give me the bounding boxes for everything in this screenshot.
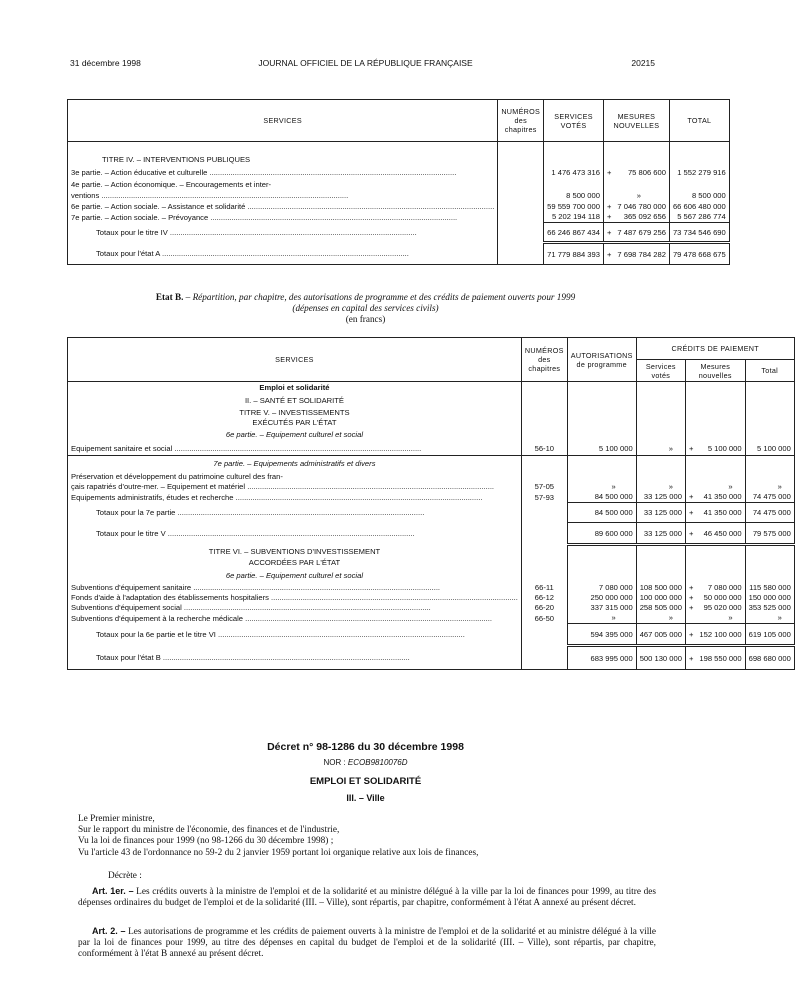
col-services: SERVICES	[68, 338, 522, 382]
col-votes: Services votés	[636, 360, 685, 382]
col-total: TOTAL	[669, 100, 729, 142]
table-etat-a: SERVICES NUMÉROS des chapitres SERVICES VOTÉS MESURES NOUVELLES TOTAL TITRE IV. – INTERVENTIONS PUBLIQUES 3e partie. – Action éducative et culturelle ..... 1 476 473 316 + 75 806 600 1 552 279 916 4e partie. – Action économique. – Encouragements et inter- ventions ..... 8 500 000 » 8 500 000 6e partie. – Action sociale. – Assistance et solidarité ..... 59 559 700 000 + 7 046 780 000 66 606 480 000 7e partie. – Action sociale. – Prévoyance ..... 5 202 194 118 + 365 092 656 5 567 286 774 Totaux pour le titre IV ..... 66 246 867 434 + 7 487 679 256 73 734 546 690 Totaux pour l'état A ..... 71 779 884 393 + 7 698 784 282 79 478 668 675	[67, 99, 730, 265]
table-row: Totaux pour l'état B ..... 683 995 000 500 130 000 + 198 550 000 698 680 000	[68, 646, 795, 670]
table-row: 6e partie. – Action sociale. – Assistance et solidarité ..... 59 559 700 000 + 7 046 780 000 66 606 480 000	[68, 201, 730, 212]
col-total: Total	[745, 360, 794, 382]
decrete: Décrète :	[108, 871, 142, 881]
table-row: 7e partie. – Action sociale. – Prévoyance ..... 5 202 194 118 + 365 092 656 5 567 286 774	[68, 212, 730, 223]
table-row: çais rapatriés d'outre-mer. – Equipement et matériel ..... 57-05 » » » »	[68, 482, 795, 492]
table-row: Totaux pour l'état A ..... 71 779 884 393 + 7 698 784 282 79 478 668 675	[68, 243, 730, 265]
table-row: Fonds d'aide à l'adaptation des établissements hospitaliers ..... 66-12 250 000 000 100 000 000 + 50 000 000 150 000 000	[68, 593, 795, 603]
table-row: Subventions d'équipement social ..... 66-20 337 315 000 258 505 000 + 95 020 000 353 525 000	[68, 603, 795, 613]
article-1: Art. 1er. – Les crédits ouverts à la ministre de l'emploi et de la solidarité et au ministre délégué à la ville par la loi de finances pour 1999, au titre des dépenses ordinaires du budget de l'emploi et de la solidarité (III. – Ville), sont répartis, par chapitre, conformément à l'état A annexé au présent décret.	[78, 886, 656, 909]
col-chapitres: NUMÉROS des chapitres	[498, 100, 544, 142]
decret-title: Décret n° 98-1286 du 30 décembre 1998	[267, 741, 464, 753]
table-row: Subventions d'équipement sanitaire ..... 66-11 7 080 000 108 500 000 + 7 080 000 115 580 000	[68, 583, 795, 593]
header-journal: JOURNAL OFFICIEL DE LA RÉPUBLIQUE FRANÇAISE	[258, 58, 473, 68]
col-credits-paiement: CRÉDITS DE PAIEMENT	[636, 338, 794, 360]
table-row: Equipement sanitaire et social ..... 56-10 5 100 000 » + 5 100 000 5 100 000	[68, 442, 795, 456]
table-row: Totaux pour le titre IV ..... 66 246 867 434 + 7 487 679 256 73 734 546 690	[68, 223, 730, 243]
col-votes: SERVICES VOTÉS	[544, 100, 604, 142]
table-row: Subventions d'équipement à la recherche médicale ..... 66-50 » » » »	[68, 613, 795, 624]
etat-b-units: (en francs)	[345, 314, 386, 324]
header-page: 20215	[631, 58, 655, 68]
header-date: 31 décembre 1998	[70, 58, 141, 68]
col-services: SERVICES	[68, 100, 498, 142]
table-row: Totaux pour la 7e partie ..... 84 500 000 33 125 000 + 41 350 000 74 475 000	[68, 503, 795, 523]
col-mesures: Mesures nouvelles	[685, 360, 745, 382]
decret-nor: NOR : ECOB9810076D	[323, 758, 408, 767]
article-2: Art. 2. – Les autorisations de programme et les crédits de paiement ouverts à la ministre de l'emploi et de la solidarité et au ministre délégué à la ville par la loi de finances pour 1999, au titre des dépenses en capital du budget de l'emploi et de la solidarité (III. – Ville), sont répartis, par chapitre, conformément à l'état B annexé au présent décret.	[78, 926, 656, 960]
section-heading: III. – Ville	[346, 793, 385, 803]
etat-b-subcaption: (dépenses en capital des services civils)	[292, 303, 439, 313]
table-row: Totaux pour le titre V ..... 89 600 000 33 125 000 + 46 450 000 79 575 000	[68, 523, 795, 545]
table-row: 3e partie. – Action éducative et culturelle ..... 1 476 473 316 + 75 806 600 1 552 279 916	[68, 166, 730, 180]
col-chapitres: NUMÉROS des chapitres	[521, 338, 567, 382]
table-row: ventions ..... 8 500 000 » 8 500 000	[68, 190, 730, 201]
decret-preamble: Le Premier ministre, Sur le rapport du ministre de l'économie, des finances et de l'industrie, Vu la loi de finances pour 1999 (no 98-1266 du 30 décembre 1998) ; Vu l'article 43 de l'ordonnance no 59-2 du 2 janvier 1959 portant loi organique relative aux lois de finances,	[78, 814, 479, 858]
table-row: Equipements administratifs, études et recherche ..... 57-93 84 500 000 33 125 000 + 41 350 000 74 475 000	[68, 492, 795, 503]
col-ap: AUTORISATIONS de programme	[567, 338, 636, 382]
ministry-heading: EMPLOI ET SOLIDARITÉ	[309, 776, 422, 787]
table-etat-b: SERVICES NUMÉROS des chapitres AUTORISATIONS de programme CRÉDITS DE PAIEMENT Services votés Mesures nouvelles Total Emploi et solidarité II. – SANTÉ ET SOLIDARITÉ TITRE V. – INVESTISSEMENTS EXÉCUTÉS PAR L'ÉTAT 6e partie. – Equipement culturel et social Equipement sanitaire et social ..... 56-10 5 100 000 » + 5 100 000 5 100 000 7e partie. – Equipements administratifs et divers Préservation et développement du patrimoine culturel des fran- çais rapatriés d'outre-mer. – Equipement et matériel ..... 57-05 » » » » Equipements administratifs, études et recherche ..... 57-93 84 500 000 33 125 000 + 41 350 000 74 475 000 Totaux pour la 7e partie ..... 84 500 000 33 125 000 + 41 350 000 74 475 000 Totaux pour le titre V ..... 89 600 000 33 125 000 + 46 450 000 79 575 000 TITRE VI. – SUBVENTIONS D'INVESTISSEMENT ACCORDÉES PAR L'ÉTAT 6e partie. – Equipement culturel et social Subventions d'équipement sanitaire ..... 66-11 7 080 000 108 500 000 + 7 080 000 115 580 000 Fonds d'aide à l'adaptation des établissements hospitaliers ..... 66-12 250 000 000 100 000 000 + 50 000 000 150 000 000 Subventions d'équipement social ..... 66-20 337 315 000 258 505 000 + 95 020 000 353 525 000 Subventions d'équipement à la recherche médicale ..... 66-50 » » » » Totaux pour la 6e partie et le titre VI ..... 594 395 000 467 005 000 + 152 100 000 619 105 000 Totaux pour l'état B ..... 683 995 000 500 130 000 + 198 550 000 698 680 000	[67, 337, 795, 670]
table-row: Totaux pour la 6e partie et le titre VI ..... 594 395 000 467 005 000 + 152 100 000 619 105 000	[68, 624, 795, 646]
titre-iv: TITRE IV. – INTERVENTIONS PUBLIQUES	[102, 155, 251, 164]
col-mesures: MESURES NOUVELLES	[603, 100, 669, 142]
etat-b-caption: Etat B. – Répartition, par chapitre, des autorisations de programme et des crédits de paiement ouverts pour 1999	[155, 292, 576, 302]
